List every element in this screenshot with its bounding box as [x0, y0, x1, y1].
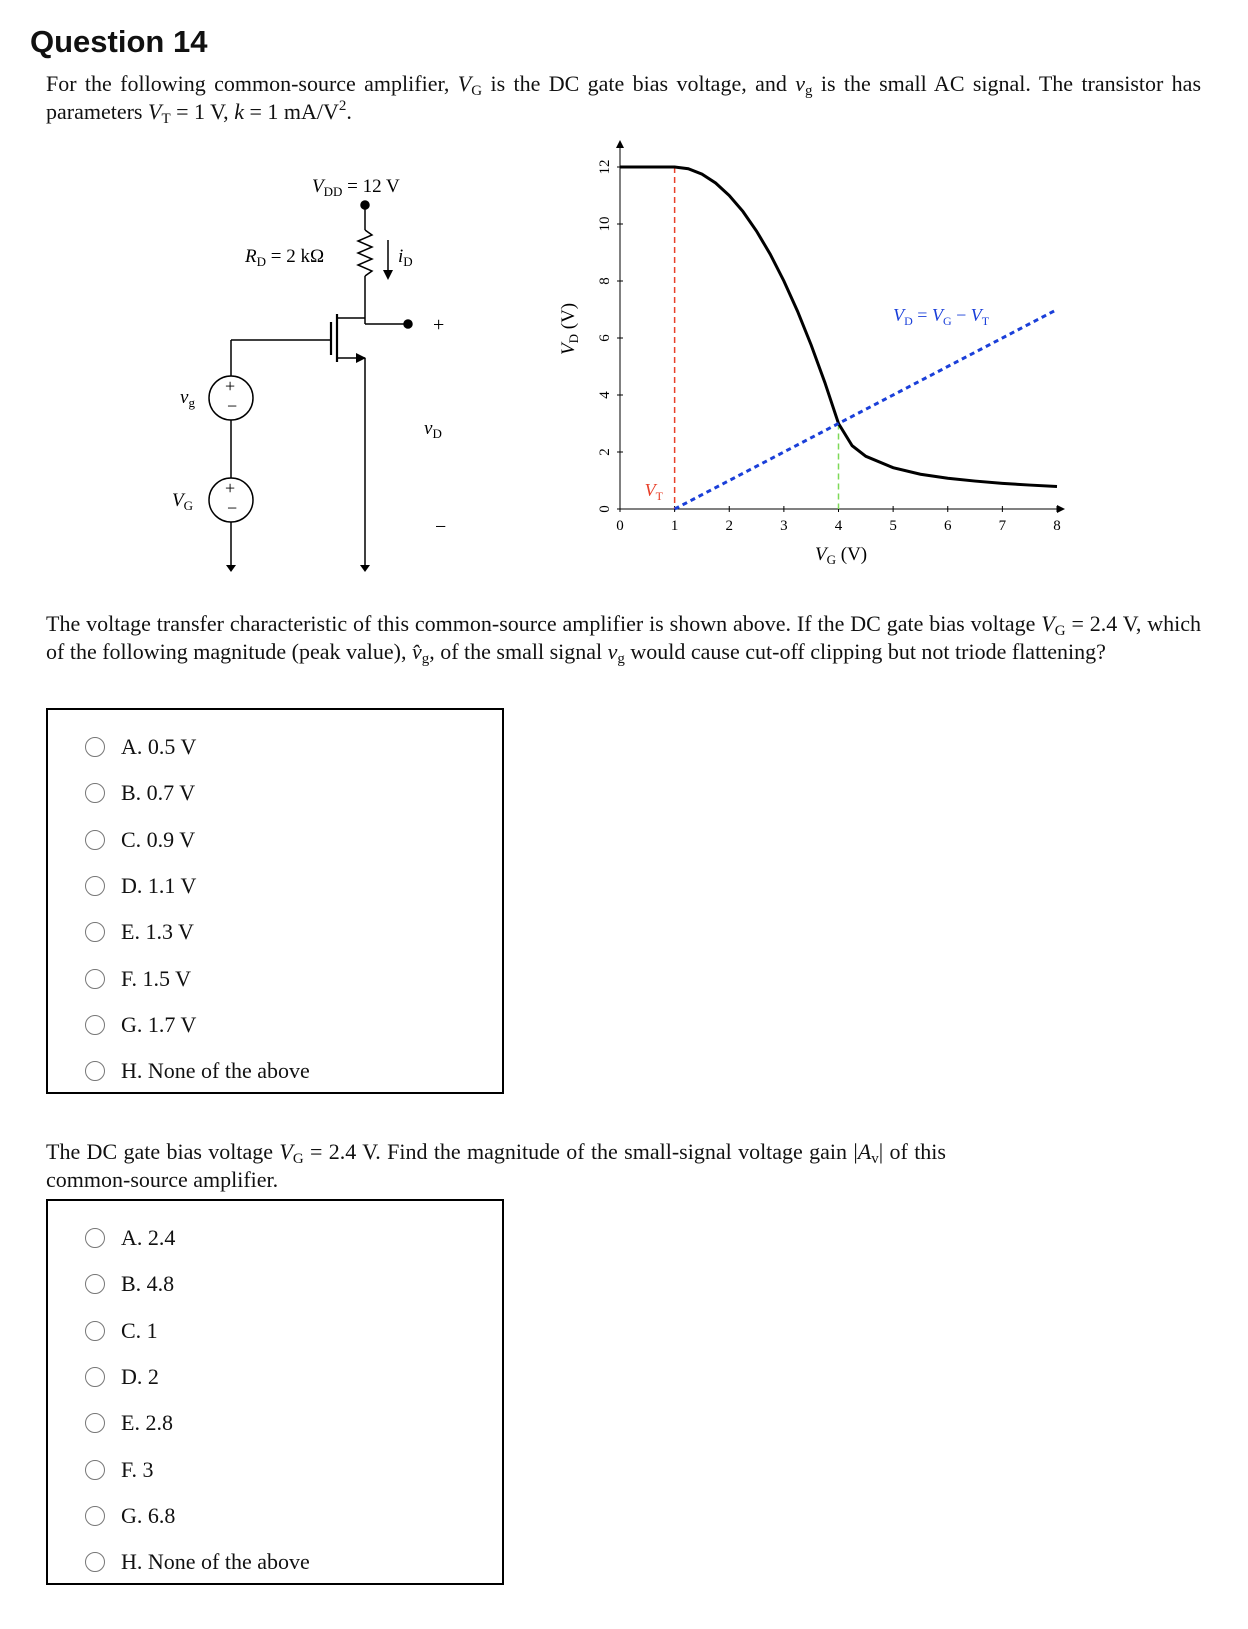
svg-text:−: − [227, 396, 238, 416]
radio-button[interactable] [85, 783, 105, 803]
answer-option[interactable] [48, 909, 502, 955]
vd-minus: − [435, 516, 447, 538]
answer-option[interactable] [48, 1446, 502, 1492]
radio-button[interactable] [85, 922, 105, 942]
drain-resistor [358, 230, 372, 276]
answer-option[interactable] [48, 817, 502, 863]
nmos-transistor [331, 314, 366, 565]
question-2-text: The DC gate bias voltage $V_G = 2.4$ V. Find the magnitude of the small-signal voltage gain $|A_v|$ of this common-source amplifier. [46, 1139, 946, 1192]
figure [0, 0, 1248, 600]
option-label: D. 2 [121, 1364, 159, 1390]
y-tick-label: 4 [597, 391, 613, 399]
id-label: $i_D$ [398, 246, 413, 269]
x-tick-label: 5 [889, 518, 897, 534]
radio-button[interactable] [85, 1413, 105, 1433]
triode-boundary-line [675, 310, 1057, 510]
option-label: D. 1.1 V [121, 873, 197, 899]
option-label: B. 0.7 V [121, 780, 196, 806]
answer-choices-1 [46, 708, 504, 1094]
radio-button[interactable] [85, 1552, 105, 1572]
x-tick-label: 8 [1053, 518, 1061, 534]
vd-plus: + [433, 314, 445, 336]
answer-option[interactable] [48, 1493, 502, 1539]
x-axis-arrow [1057, 505, 1065, 513]
y-axis-label: $V_D$ (V) [558, 302, 581, 355]
answer-option[interactable] [48, 724, 502, 770]
vg-dc-label: $V_G$ [172, 490, 193, 513]
answer-choices-2 [46, 1199, 504, 1585]
output-node [404, 320, 412, 328]
radio-button[interactable] [85, 1061, 105, 1081]
option-label: E. 1.3 V [121, 919, 194, 945]
x-tick-label: 2 [725, 518, 733, 534]
vdd-label: $V_{DD} = 12$ V [312, 176, 400, 199]
radio-button[interactable] [85, 1367, 105, 1387]
triode-line-label: $V_D = V_G - V_T$ [893, 304, 990, 328]
y-tick-label: 0 [597, 505, 613, 513]
option-label: A. 2.4 [121, 1225, 176, 1251]
x-tick-label: 4 [834, 518, 843, 534]
x-tick-label: 3 [780, 518, 788, 534]
option-label: H. None of the above [121, 1549, 310, 1575]
y-axis-arrow [616, 140, 624, 148]
radio-button[interactable] [85, 830, 105, 850]
radio-button[interactable] [85, 876, 105, 896]
radio-button[interactable] [85, 737, 105, 757]
x-tick-label: 6 [944, 518, 952, 534]
svg-text:−: − [227, 498, 238, 518]
circuit-diagram [172, 176, 446, 572]
vg-ac-label: $v_g$ [180, 387, 195, 410]
rd-label: $R_D = 2$ kΩ [245, 246, 325, 269]
option-label: A. 0.5 V [121, 734, 197, 760]
option-label: C. 1 [121, 1317, 158, 1343]
question-title: Question 14 [30, 24, 208, 59]
answer-option[interactable] [48, 1354, 502, 1400]
radio-button[interactable] [85, 1228, 105, 1248]
answer-option[interactable] [48, 955, 502, 1001]
vtc-chart [558, 140, 1065, 567]
radio-button[interactable] [85, 969, 105, 989]
answer-option[interactable] [48, 1048, 502, 1094]
radio-button[interactable] [85, 1460, 105, 1480]
ground-symbol-right [360, 565, 370, 572]
option-label: G. 6.8 [121, 1502, 176, 1528]
option-label: B. 4.8 [121, 1271, 175, 1297]
y-tick-label: 12 [597, 159, 613, 175]
option-label: F. 1.5 V [121, 965, 191, 991]
answer-option[interactable] [48, 1539, 502, 1585]
option-label: E. 2.8 [121, 1410, 173, 1436]
answer-option[interactable] [48, 770, 502, 816]
answer-option[interactable] [48, 1002, 502, 1048]
answer-option[interactable] [48, 1308, 502, 1354]
x-tick-label: 1 [670, 518, 679, 534]
x-tick-label: 0 [616, 518, 624, 534]
option-label: H. None of the above [121, 1058, 310, 1084]
y-tick-label: 10 [597, 216, 613, 232]
question-1-text: The voltage transfer characteristic of this common-source amplifier is shown above. If the DC gate bias voltage $V_G = 2.4$ V, which of the following magnitude (peak value), $v̂_g$, of the small signal $v_g$ would cause cut-off clipping but not triode flattening? [46, 611, 1201, 667]
radio-button[interactable] [85, 1015, 105, 1035]
x-tick-label: 7 [998, 518, 1007, 534]
x-axis-label: $V_G$ (V) [815, 544, 868, 567]
radio-button[interactable] [85, 1321, 105, 1341]
svg-text:+: + [225, 376, 236, 396]
answer-option[interactable] [48, 1261, 502, 1307]
y-tick-label: 8 [597, 277, 613, 285]
option-label: F. 3 [121, 1456, 154, 1482]
y-tick-label: 6 [597, 334, 613, 342]
svg-text:+: + [225, 478, 236, 498]
answer-option[interactable] [48, 863, 502, 909]
answer-option[interactable] [48, 1400, 502, 1446]
radio-button[interactable] [85, 1274, 105, 1294]
option-label: C. 0.9 V [121, 826, 196, 852]
option-label: G. 1.7 V [121, 1011, 197, 1037]
intro-text: For the following common-source amplifier, $V_G$ is the DC gate bias voltage, and $v_g$ is the small AC signal. The transistor has parameters $V_T = 1$ V, k = 1 $mA/V^2$. [46, 71, 1202, 127]
radio-button[interactable] [85, 1506, 105, 1526]
y-tick-label: 2 [597, 448, 613, 456]
answer-option[interactable] [48, 1215, 502, 1261]
vd-label: $v_D$ [424, 418, 442, 441]
vt-label: $V_T$ [644, 480, 663, 503]
ground-symbol-left [226, 565, 236, 572]
